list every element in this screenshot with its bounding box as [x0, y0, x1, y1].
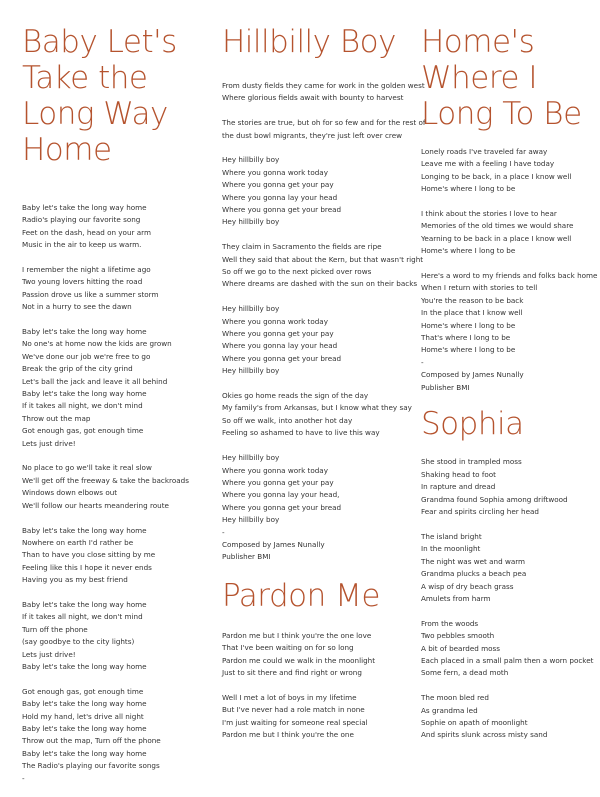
lyric-line: Baby let's take the long way home	[22, 748, 147, 758]
lyrics-baby	[22, 202, 198, 785]
lyric-line: Let's ball the jack and leave it all behind	[22, 376, 168, 386]
lyric-line: I remember the night a lifetime ago	[22, 265, 151, 275]
lyric-line: I think about the stories I love to hear	[421, 209, 557, 219]
lyric-line: Hey hillbilly boy	[222, 453, 280, 463]
stanza	[421, 618, 593, 680]
lyric-line: The island bright	[421, 531, 482, 541]
stanza	[421, 456, 593, 518]
lyric-line: In rapture and dread	[421, 482, 496, 492]
lyric-line: Where you gonna get your bread	[222, 502, 342, 512]
lyric-line: Baby let's take the long way home	[22, 389, 147, 399]
stanza	[222, 241, 424, 291]
lyric-line: Break the grip of the city grind	[22, 364, 133, 374]
stanza	[22, 599, 198, 673]
lyric-line: Baby let's take the long way home	[22, 525, 147, 535]
stanza	[222, 390, 412, 440]
lyric-line: Feeling like this I hope it never ends	[22, 562, 152, 572]
lyric-line: Radio's playing our favorite song	[22, 215, 141, 225]
stanza	[421, 146, 593, 196]
lyric-line: Lonely roads I've traveled far away	[421, 147, 548, 156]
lyric-line: Lets just drive!	[22, 438, 76, 448]
lyric-line: The Radio's playing our favorite songs	[22, 761, 160, 771]
column-3	[421, 20, 598, 754]
lyric-line: Turn off the phone	[22, 624, 88, 634]
lyric-line: -	[222, 527, 225, 537]
lyric-line: Here's a word to my friends and folks back home	[421, 271, 598, 281]
lyric-line: Baby let's take the long way home	[22, 599, 147, 609]
lyric-line: Feeling so ashamed to have to live this way	[222, 428, 380, 438]
lyric-line: Where you gonna get your bread	[222, 205, 342, 215]
lyric-line: The night was wet and warm	[421, 556, 526, 566]
lyric-line: Throw out the map, Turn off the phone	[22, 736, 161, 746]
lyric-line: Where you gonna get your bread	[222, 353, 342, 363]
lyric-line: Sophie on apath of moonlight	[421, 717, 528, 727]
lyric-line: Where you gonna lay your head	[222, 192, 338, 202]
lyric-line: Music in the air to keep us warm.	[22, 240, 142, 250]
lyric-line: The stories are true, but oh for so few and for the rest of	[222, 118, 426, 128]
lyric-line: Home's where I long to be	[421, 184, 516, 194]
stanza	[222, 692, 404, 742]
lyric-line: Composed by James Nunally	[222, 539, 325, 549]
lyric-line: When I return with stories to tell	[421, 283, 538, 293]
lyric-line: Home's where I long to be	[421, 320, 516, 330]
stanza	[22, 202, 198, 252]
lyric-line: Windows down elbows out	[22, 488, 118, 498]
lyric-line: Where you gonna lay your head,	[222, 490, 340, 500]
lyric-line: Hey hillbilly boy	[222, 515, 280, 525]
lyric-line: Where glorious fields await with bounty to harvest	[222, 93, 404, 103]
song-title-hillbilly: Hillbilly Boy	[222, 24, 396, 60]
lyric-line: Leave me with a feeling I have today	[421, 159, 555, 169]
lyric-line: Composed by James Nunally	[421, 370, 524, 380]
lyric-line: Yearning to be back in a place I know well	[421, 233, 572, 243]
column-1	[22, 20, 198, 797]
lyric-line: -	[22, 773, 25, 783]
lyric-line: A bit of bearded moss	[421, 643, 501, 653]
lyric-line: Having you as my best friend	[22, 575, 128, 585]
song-title-sophia: Sophia	[421, 406, 524, 443]
lyric-line: That I've been waiting on for so long	[222, 643, 354, 653]
lyric-line: From the woods	[421, 618, 479, 628]
lyric-line: Where you gonna get your pay	[222, 477, 334, 487]
stanza	[222, 154, 404, 228]
lyrics-sophia	[421, 456, 593, 741]
stanza	[222, 117, 426, 142]
lyric-line: Got enough gas, got enough time	[22, 686, 144, 696]
lyric-line: If it takes all night, we don't mind	[22, 401, 143, 411]
lyric-line: We've done our job we're free to go	[22, 351, 151, 361]
lyric-line: Where you gonna get your pay	[222, 180, 334, 190]
lyric-line: Home's where I long to be	[421, 345, 516, 355]
lyric-line: We'll get off the freeway & take the backroads	[22, 475, 189, 485]
lyric-line: Well I met a lot of boys in my lifetime	[222, 692, 357, 702]
song-title-baby: Baby Let's Take the Long Way Home	[22, 24, 177, 168]
lyric-line: Got enough gas, got enough time	[22, 426, 144, 436]
lyric-line: From dusty fields they came for work in the golden west	[222, 81, 425, 90]
lyric-line: In the place that I know well	[421, 308, 523, 318]
lyric-line: Than to have you close sitting by me	[22, 550, 156, 560]
stanza	[22, 686, 198, 785]
lyric-line: Where you gonna work today	[222, 167, 328, 177]
stanza	[22, 462, 198, 512]
lyric-line: Well they said that about the Kern, but that wasn't right	[222, 254, 424, 264]
lyric-line: No one's at home now the kids are grown	[22, 339, 172, 349]
lyric-line: A wisp of dry beach grass	[421, 581, 514, 591]
lyric-line: Throw out the map	[22, 413, 91, 423]
lyric-line: No place to go we'll take it real slow	[22, 463, 152, 473]
lyric-line: -	[421, 357, 424, 367]
lyric-line: Nowhere on earth I'd rather be	[22, 537, 134, 547]
lyrics-hillbilly	[222, 80, 426, 564]
lyric-line: Hey hillbilly boy	[222, 217, 280, 227]
lyric-line: Grandma found Sophia among driftwood	[421, 494, 568, 504]
stanza	[222, 630, 404, 680]
lyric-line: Hey hillbilly boy	[222, 366, 280, 376]
lyric-line: We'll follow our hearts meandering route	[22, 500, 169, 510]
lyric-line: (say goodbye to the city lights)	[22, 637, 135, 647]
lyric-line: Baby let's take the long way home	[22, 661, 147, 671]
stanza	[22, 525, 198, 587]
lyric-line: Two pebbles smooth	[421, 631, 495, 641]
lyric-line: Publisher BMI	[421, 382, 470, 392]
lyric-line: Baby let's take the long way home	[22, 723, 147, 733]
lyric-line: Baby let's take the long way home	[22, 327, 147, 337]
lyric-line: Passion drove us like a summer storm	[22, 289, 159, 299]
song-title-home: Home's Where I Long To Be	[421, 24, 582, 132]
lyric-line: Hey hillbilly boy	[222, 304, 280, 314]
stanza	[222, 303, 404, 377]
lyric-line: Hey hillbilly boy	[222, 155, 280, 165]
lyric-line: So off we walk, into another hot day	[222, 415, 353, 425]
lyric-line: Pardon me but I think you're the one love	[222, 630, 372, 640]
lyric-line: Where dreams are dashed with the sun on their backs	[222, 279, 418, 289]
lyric-line: In the moonlight	[421, 544, 481, 554]
lyric-line: Where you gonna lay your head	[222, 341, 338, 351]
lyric-line: Where you gonna get your pay	[222, 329, 334, 339]
stanza	[222, 80, 425, 105]
lyric-line: Fear and spirits circling her head	[421, 507, 539, 517]
lyrics-pardon	[222, 630, 404, 742]
lyric-line: Home's where I long to be	[421, 246, 516, 256]
lyric-line: Some fern, a dead moth	[421, 668, 509, 678]
stanza	[421, 531, 593, 605]
column-2	[222, 20, 426, 754]
lyric-line: Grandma plucks a beach pea	[421, 569, 527, 579]
lyric-line: You're the reason to be back	[421, 295, 524, 305]
lyrics-home	[421, 146, 598, 394]
stanza	[421, 692, 593, 742]
lyric-line: Just to sit there and find right or wrong	[222, 667, 362, 677]
lyric-line: Where you gonna work today	[222, 316, 328, 326]
stanza	[421, 208, 593, 258]
lyric-line: Amulets from harm	[421, 593, 491, 603]
lyric-line: the dust bowl migrants, they're just left over crew	[222, 130, 402, 140]
lyric-line: Two young lovers hitting the road	[22, 277, 143, 287]
lyric-line: Shaking head to foot	[421, 469, 496, 479]
lyric-line: I'm just waiting for someone real special	[222, 717, 368, 727]
lyric-line: Pardon me but I think you're the one	[222, 729, 354, 739]
lyric-line: As grandma led	[421, 705, 478, 715]
lyric-line: And spirits slunk across misty sand	[421, 730, 548, 740]
lyric-line: Publisher BMI	[222, 552, 271, 562]
lyric-line: Memories of the old times we would share	[421, 221, 574, 231]
stanza	[22, 326, 198, 450]
lyric-line: So off we go to the next picked over rows	[222, 267, 372, 277]
lyric-line: Baby let's take the long way home	[22, 203, 147, 212]
lyric-line: That's where I long to be	[421, 333, 511, 343]
lyric-line: The moon bled red	[421, 693, 489, 703]
lyric-line: But I've never had a role match in none	[222, 705, 365, 715]
lyric-line: Baby let's take the long way home	[22, 699, 147, 709]
stanza	[421, 270, 598, 394]
lyric-line: Lets just drive!	[22, 649, 76, 659]
lyric-line: Longing to be back, in a place I know well	[421, 171, 572, 181]
lyric-line: My family's from Arkansas, but I know what they say	[222, 403, 412, 413]
lyric-line: Where you gonna work today	[222, 465, 328, 475]
lyric-line: Hold my hand, let's drive all night	[22, 711, 144, 721]
lyric-line: Pardon me could we walk in the moonlight	[222, 655, 376, 665]
lyric-line: They claim in Sacramento the fields are ripe	[222, 242, 382, 252]
stanza	[22, 264, 198, 314]
song-title-pardon: Pardon Me	[222, 577, 380, 614]
lyric-line: Feet on the dash, head on your arm	[22, 227, 151, 237]
lyric-line: If it takes all night, we don't mind	[22, 612, 143, 622]
lyric-line: Okies go home reads the sign of the day	[222, 391, 369, 401]
lyric-line: Each placed in a small palm then a worn pocket	[421, 655, 594, 665]
lyric-line: She stood in trampled moss	[421, 457, 522, 467]
lyric-line: Not in a hurry to see the dawn	[22, 302, 132, 312]
stanza	[222, 452, 404, 564]
